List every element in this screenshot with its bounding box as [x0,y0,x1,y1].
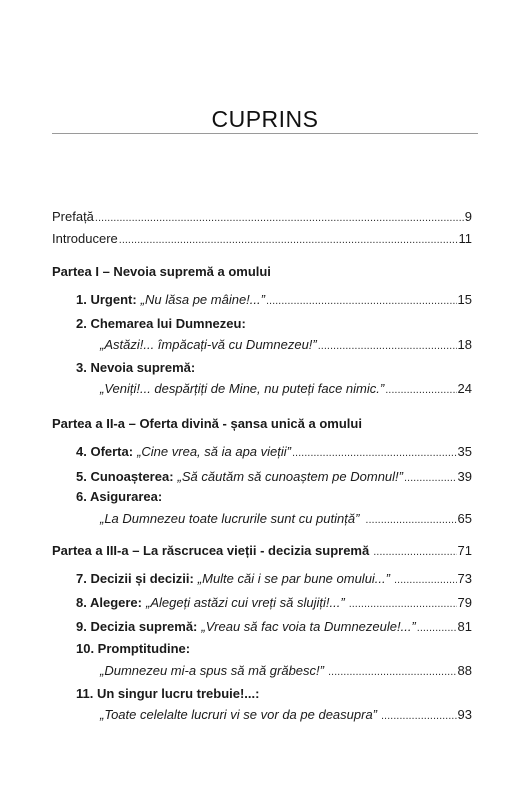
dot-leader [373,543,456,561]
chapter-quote: „Toate celelalte lucruri vi se vor da pe deasupra” [100,707,377,722]
chapter-quote: „Cine vrea, să ia apa vieții” [137,444,291,459]
toc-entry-label: Prefață [52,209,94,224]
chapter-quote: „La Dumnezeu toate lucrurile sunt cu putință” [100,511,360,526]
toc-page-number: 24 [457,381,472,396]
toc-page-number: 93 [457,707,472,722]
toc-page-number: 81 [457,619,472,634]
chapter-quote: „Multe căi i se par bune omului...” [197,571,390,586]
dot-leader [119,231,458,249]
dot-leader [394,571,457,589]
toc-entry-chapter-1[interactable] [76,291,472,310]
toc-entry-chapter-7[interactable] [76,570,472,589]
toc-page-number: 9 [464,209,472,224]
chapter-quote: „Alegeți astăzi cui vreți să slujiți!...” [146,595,345,610]
dot-leader [365,511,456,529]
chapter-title: 9. Decizia supremă: [76,619,198,634]
toc-entry-introducere[interactable] [52,230,472,249]
chapter-title: 8. Alegere: [76,595,142,610]
dot-leader [292,444,457,462]
toc-entry-prefata[interactable] [52,208,472,227]
toc-entry-chapter-9[interactable] [76,618,472,637]
dot-leader [404,469,457,487]
toc-page-number: 71 [457,543,472,558]
chapter-title-2[interactable]: 2. Chemarea lui Dumnezeu: [76,316,246,331]
chapter-title: 4. Oferta: [76,444,134,459]
chapter-quote: „Să căutăm să cunoaștem pe Domnul!” [177,469,403,484]
toc-page-number: 73 [457,571,472,586]
toc-entry-chapter-11[interactable] [100,706,472,725]
toc-page-number: 65 [457,511,472,526]
dot-leader [95,209,464,227]
toc-entry-chapter-4[interactable] [76,443,472,462]
chapter-title: 5. Cunoașterea: [76,469,174,484]
chapter-title: 1. Urgent: [76,292,137,307]
chapter-title-10[interactable]: 10. Promptitudine: [76,641,191,656]
toc-entry-chapter-8[interactable] [76,594,472,613]
dot-leader [385,381,456,399]
toc-page-number: 15 [457,292,472,307]
toc-entry-chapter-6[interactable] [100,510,472,529]
toc-entry-chapter-3[interactable] [100,380,472,399]
dot-leader [328,663,457,681]
part-label: Partea a III-a – La răscrucea vieții - decizia supremă [52,543,370,558]
dot-leader [381,707,457,725]
toc-page-number: 11 [458,231,472,246]
toc-page-number: 39 [457,469,472,484]
toc-page-number: 88 [457,663,472,678]
toc-part-heading-2[interactable]: Partea a II-a – Oferta divină - șansa unică a omului [52,416,362,431]
toc-part-heading-1[interactable]: Partea I – Nevoia supremă a omului [52,264,271,279]
chapter-title-6[interactable]: 6. Asigurarea: [76,489,163,504]
title-divider [52,133,478,134]
toc-entry-label: Introducere [52,231,118,246]
chapter-title: 7. Decizii și decizii: [76,571,194,586]
chapter-quote: „Nu lăsa pe mâine!...” [140,292,265,307]
toc-entry-chapter-10[interactable] [100,662,472,681]
toc-entry-chapter-5[interactable] [76,468,472,487]
chapter-quote: „Dumnezeu mi-a spus să mă grăbesc!” [100,663,324,678]
chapter-quote: „Veniți!... despărțiți de Mine, nu puteți face nimic.” [100,381,385,396]
dot-leader [417,619,457,637]
toc-page-number: 18 [457,337,472,352]
page-title: CUPRINS [211,106,319,132]
dot-leader [318,337,457,355]
chapter-title-3[interactable]: 3. Nevoia supremă: [76,360,196,375]
chapter-quote: „Vreau să fac voia ta Dumnezeule!...” [201,619,416,634]
toc-page-number: 79 [457,595,472,610]
dot-leader [266,292,457,310]
chapter-quote: „Astăzi!... împăcați-vă cu Dumnezeu!” [100,337,317,352]
toc-entry-chapter-2[interactable] [100,336,472,355]
toc-page-number: 35 [457,444,472,459]
dot-leader [349,595,457,613]
chapter-title-11[interactable]: 11. Un singur lucru trebuie!...: [76,686,260,701]
toc-part-heading-3[interactable] [52,542,472,561]
